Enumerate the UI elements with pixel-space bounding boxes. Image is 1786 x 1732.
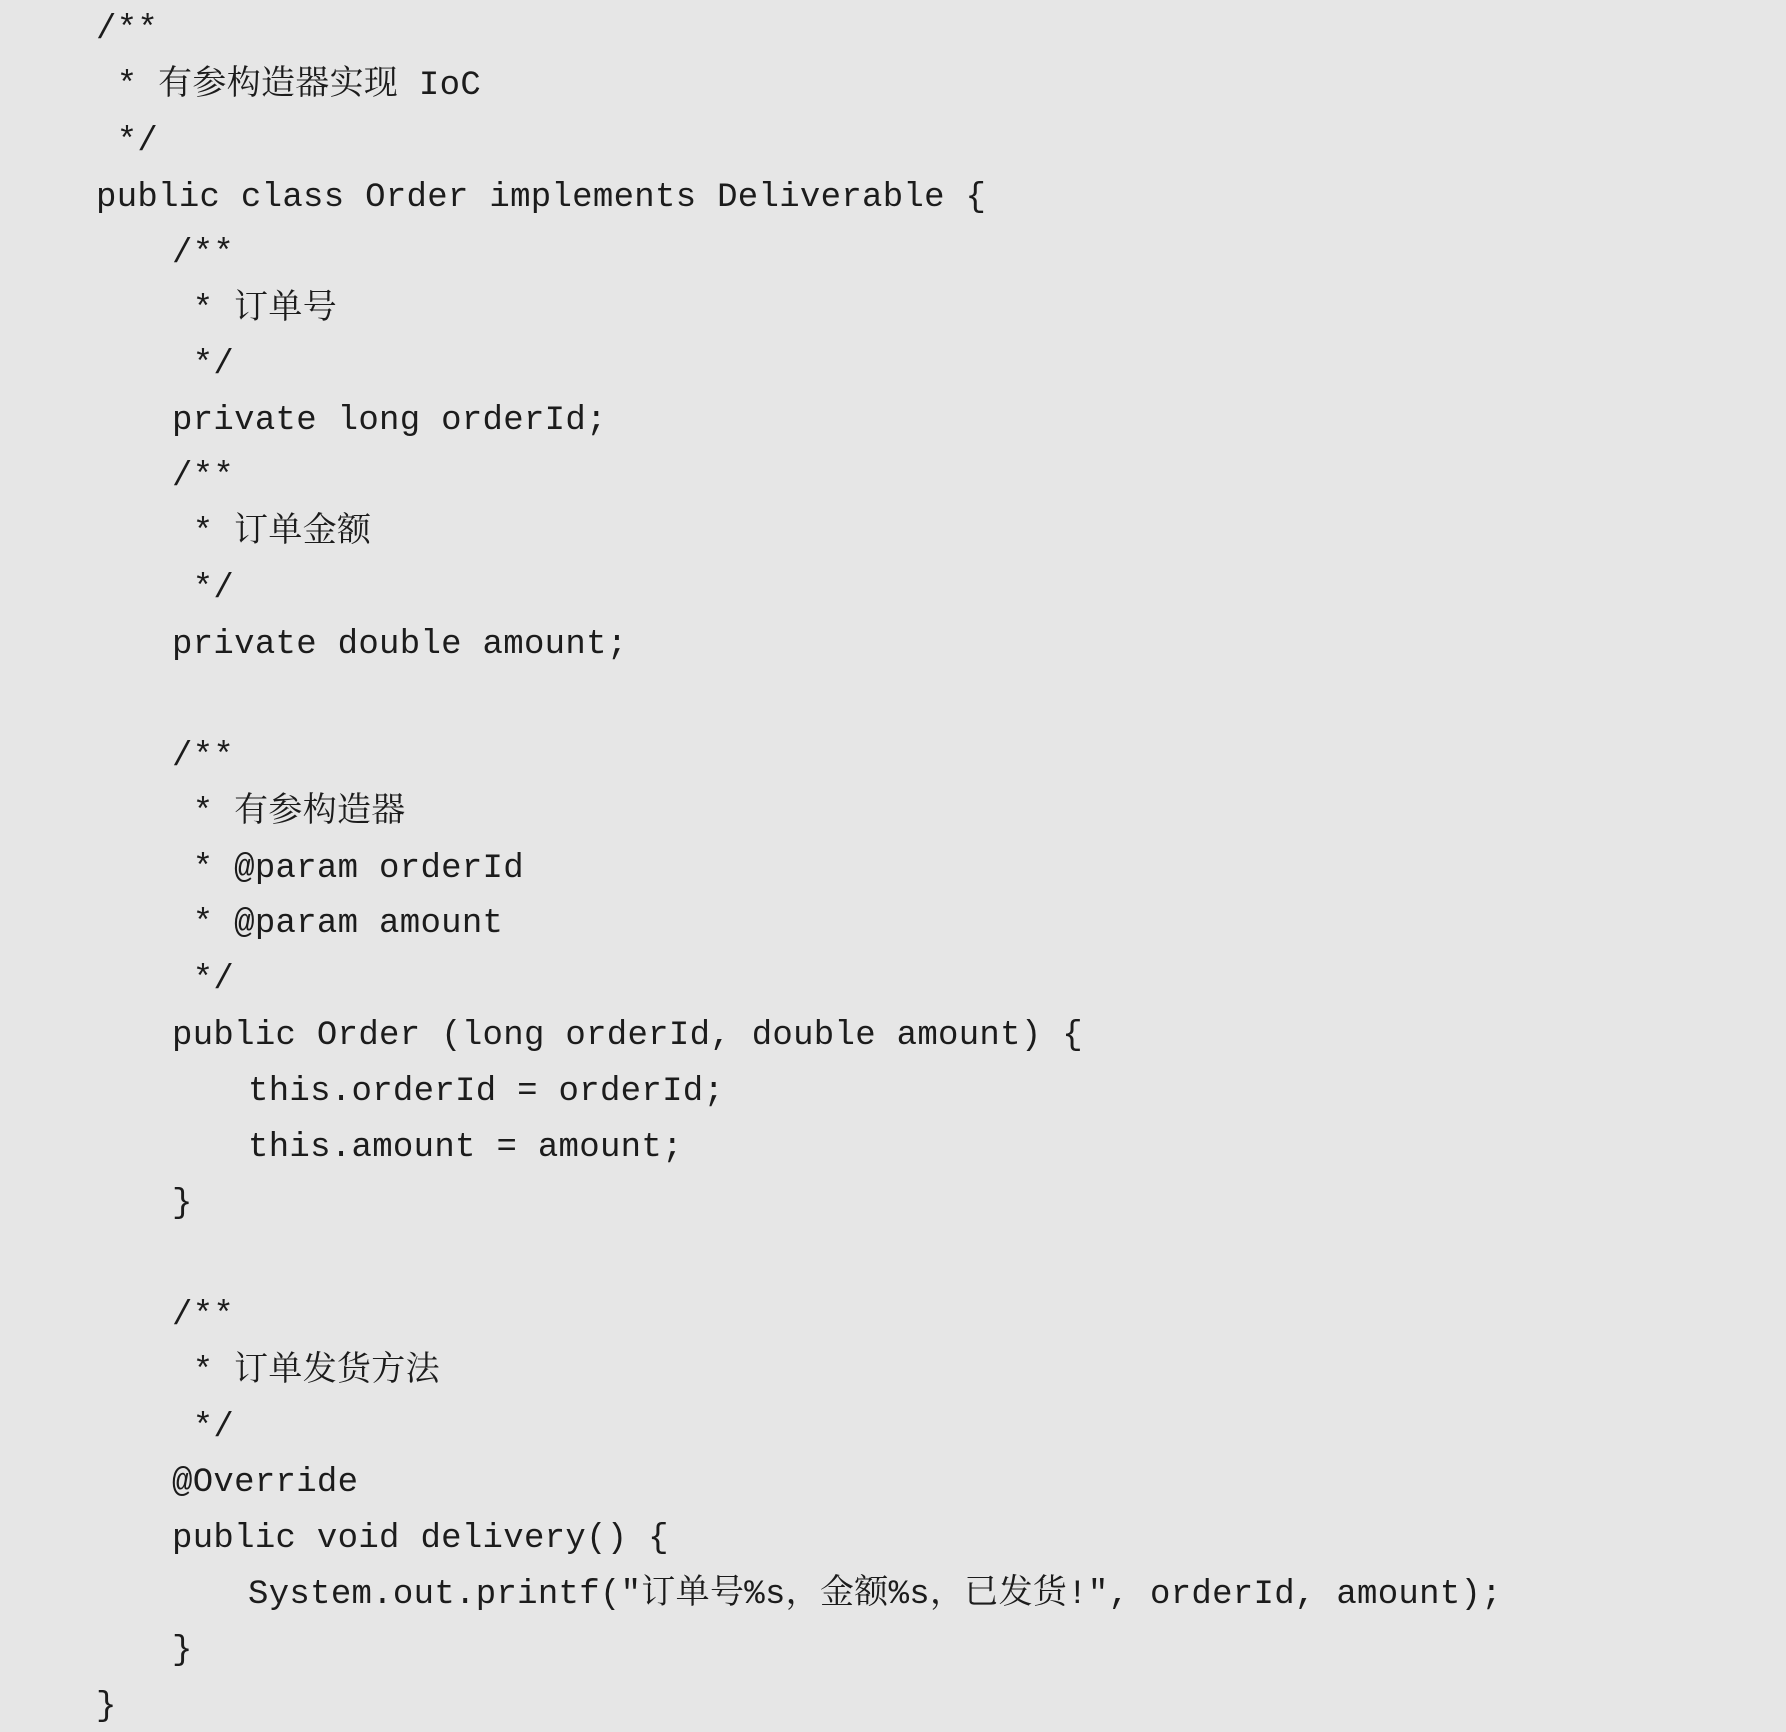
code-line: /** [96,11,159,49]
code-line: } [96,1688,117,1726]
code-line: */ [172,1408,235,1447]
code-line: private double amount; [172,625,628,664]
code-line: this.orderId = orderId; [248,1073,725,1112]
code-line: * 订单发货方法 [172,1352,440,1391]
code-line: * 订单金额 [172,514,372,553]
code-line: } [172,1632,193,1671]
code-line: * @param orderId [172,849,524,888]
code-line: System.out.printf("订单号%s，金额%s，已发货!", orderId, amount); [248,1576,1502,1615]
code-line: private long orderId; [172,402,607,441]
code-line: } [172,1184,193,1223]
code-line: * @param amount [172,905,504,944]
code-line: /** [172,458,235,497]
code-line: * 有参构造器 [172,793,406,832]
code-line: this.amount = amount; [248,1129,683,1167]
code-line: * 有参构造器实现 IoC [96,66,482,105]
code-line: /** [172,737,235,776]
code-line: /** [172,234,235,273]
code-line: @Override [172,1464,359,1503]
code-line: public Order (long orderId, double amount) { [172,1017,1083,1056]
code-line: */ [172,346,235,385]
code-line: */ [96,122,159,161]
code-line: public void delivery() { [172,1520,669,1559]
code-line: * 订单号 [172,290,338,329]
code-line: */ [172,570,235,608]
code-line: public class Order implements Deliverable { [96,178,987,217]
code-line: */ [172,961,235,1000]
code-line: /** [172,1296,235,1335]
